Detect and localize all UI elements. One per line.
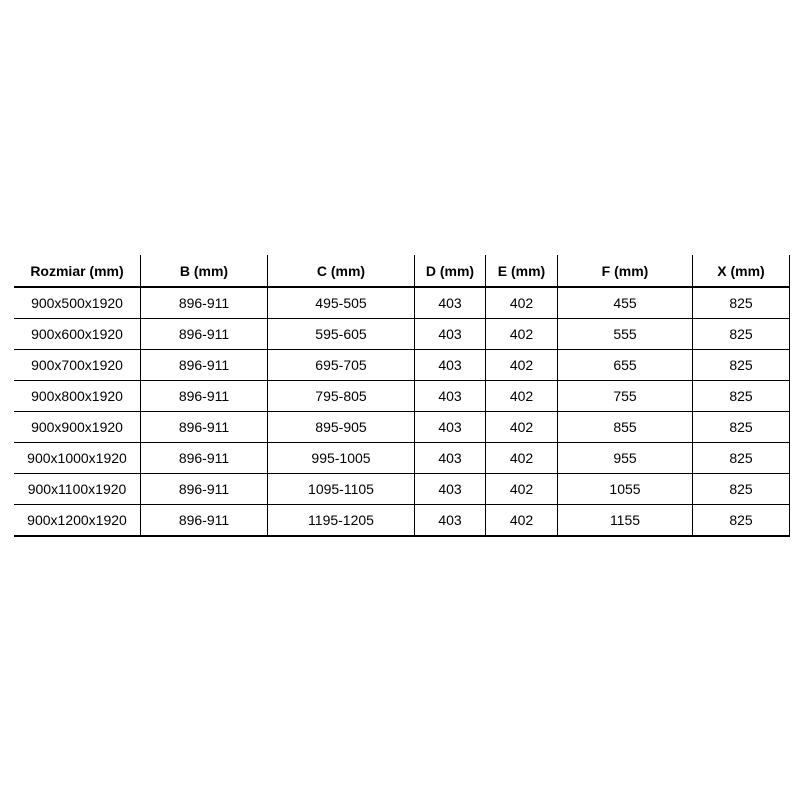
- table-cell: 900x700x1920: [14, 350, 141, 381]
- size-spec-table: [14, 255, 790, 537]
- table-cell: 402: [486, 412, 558, 443]
- table-cell: 900x1000x1920: [14, 443, 141, 474]
- table-cell: 896-911: [141, 319, 268, 350]
- table-cell: 896-911: [141, 443, 268, 474]
- table-cell: 402: [486, 443, 558, 474]
- table-cell: 402: [486, 287, 558, 319]
- table-cell: 825: [693, 350, 790, 381]
- column-header: Rozmiar (mm): [14, 255, 141, 287]
- table-cell: 1195-1205: [268, 505, 415, 537]
- table-header: [14, 255, 790, 287]
- table-cell: 755: [558, 381, 693, 412]
- table-cell: 896-911: [141, 350, 268, 381]
- table-cell: 896-911: [141, 474, 268, 505]
- table-cell: 900x900x1920: [14, 412, 141, 443]
- table-cell: 825: [693, 287, 790, 319]
- table-cell: 995-1005: [268, 443, 415, 474]
- table-cell: 403: [415, 443, 486, 474]
- table-cell: 403: [415, 319, 486, 350]
- table-cell: 402: [486, 319, 558, 350]
- table-cell: 402: [486, 505, 558, 537]
- table-cell: 403: [415, 505, 486, 537]
- header-row: [14, 255, 790, 287]
- table-cell: 900x1100x1920: [14, 474, 141, 505]
- table-cell: 403: [415, 412, 486, 443]
- table-cell: 495-505: [268, 287, 415, 319]
- table-cell: 402: [486, 474, 558, 505]
- table-cell: 900x800x1920: [14, 381, 141, 412]
- table-cell: 855: [558, 412, 693, 443]
- table-cell: 900x600x1920: [14, 319, 141, 350]
- table-cell: 825: [693, 474, 790, 505]
- table-cell: 402: [486, 381, 558, 412]
- table-row: [14, 443, 790, 474]
- table-row: [14, 412, 790, 443]
- table-cell: 900x500x1920: [14, 287, 141, 319]
- table-cell: 1055: [558, 474, 693, 505]
- table-cell: 595-605: [268, 319, 415, 350]
- table-cell: 896-911: [141, 505, 268, 537]
- table-cell: 403: [415, 474, 486, 505]
- table-row: [14, 505, 790, 537]
- table-row: [14, 474, 790, 505]
- column-header: E (mm): [486, 255, 558, 287]
- table-body: [14, 287, 790, 536]
- table-cell: 655: [558, 350, 693, 381]
- column-header: D (mm): [415, 255, 486, 287]
- table-cell: 825: [693, 412, 790, 443]
- column-header: C (mm): [268, 255, 415, 287]
- table-cell: 900x1200x1920: [14, 505, 141, 537]
- table-cell: 403: [415, 350, 486, 381]
- column-header: X (mm): [693, 255, 790, 287]
- table-row: [14, 381, 790, 412]
- table-cell: 555: [558, 319, 693, 350]
- table-cell: 896-911: [141, 412, 268, 443]
- table-cell: 895-905: [268, 412, 415, 443]
- table-cell: 825: [693, 443, 790, 474]
- table-cell: 896-911: [141, 381, 268, 412]
- column-header: B (mm): [141, 255, 268, 287]
- table-row: [14, 350, 790, 381]
- table-cell: 695-705: [268, 350, 415, 381]
- table-cell: 825: [693, 381, 790, 412]
- table-row: [14, 287, 790, 319]
- table-cell: 825: [693, 319, 790, 350]
- column-header: F (mm): [558, 255, 693, 287]
- table-cell: 825: [693, 505, 790, 537]
- table-cell: 403: [415, 287, 486, 319]
- table-cell: 896-911: [141, 287, 268, 319]
- table-cell: 403: [415, 381, 486, 412]
- table-cell: 402: [486, 350, 558, 381]
- table-cell: 1155: [558, 505, 693, 537]
- table-cell: 455: [558, 287, 693, 319]
- table-cell: 795-805: [268, 381, 415, 412]
- table-cell: 1095-1105: [268, 474, 415, 505]
- table-row: [14, 319, 790, 350]
- table-cell: 955: [558, 443, 693, 474]
